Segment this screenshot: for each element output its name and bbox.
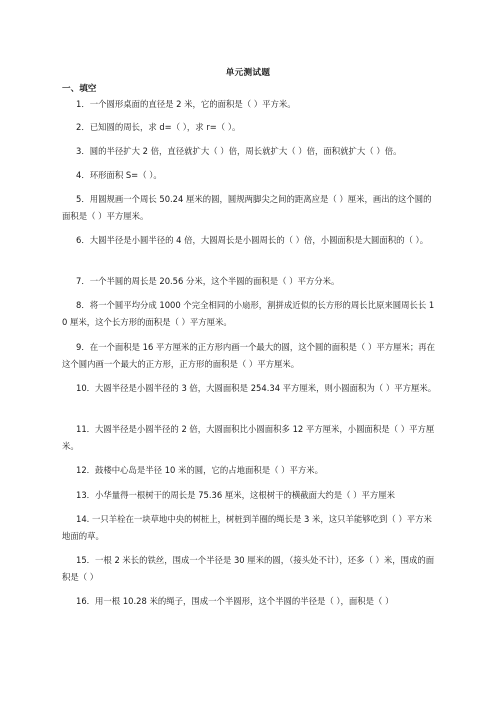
question-14: 14. 一只羊栓在一块草地中央的树桩上，树桩到羊圈的绳长是 3 米，这只羊能够吃到（ ）平方米地面的草。 [62, 514, 432, 541]
page-title: 单元测试题 [225, 68, 271, 78]
question-5: 5．用圆规画一个周长 50.24 厘米的圆，圆规两脚尖之间的距离应是（ ）厘米，画出的这个圆的面积是（ ）平方厘米。 [62, 194, 432, 221]
question-6: 6．大圆半径是小圆半径的 4 倍，大圆周长是小圆周长的（ ）倍，小圆面积是大圆面积的（ ）。 [76, 235, 429, 245]
question-11: 11．大圆半径是小圆半径的 2 倍，大圆面积比小圆面积多 12 平方厘米，小圆面积是（ ）平方厘米。 [62, 424, 435, 451]
question-4: 4．环形面积 S=（ ）。 [76, 170, 162, 180]
question-13: 13．小华量得一根树干的周长是 75.36 厘米，这根树干的横截面大约是（ ）平方厘米 [76, 490, 395, 500]
question-16: 16．用一根 10.28 米的绳子，围成一个半圆形，这个半圆的半径是（ ），面积是（ ） [76, 596, 394, 606]
question-10: 10．大圆半径是小圆半径的 3 倍，大圆面积是 254.34 平方厘米，则小圆面积为（ ）平方厘米。 [76, 383, 437, 393]
section-heading: 一、填空 [62, 84, 97, 94]
question-9: 9．在一个面积是 16 平方厘米的正方形内画一个最大的圆，这个圆的面积是（ ）平方厘米；再在这个圆内画一个最大的正方形，正方形的面积是（ ）平方厘米。 [62, 342, 435, 369]
question-12: 12．鼓楼中心岛是半径 10 米的圆，它的占地面积是（ ）平方米。 [76, 465, 324, 475]
question-1: 1．一个圆形桌面的直径是 2 米，它的面积是（ ）平方米。 [76, 99, 296, 109]
question-7: 7．一个半圆的周长是 20.56 分米，这个半圆的面积是（ ）平方分米。 [76, 276, 340, 286]
question-15: 15．一根 2 米长的铁丝，围成一个半径是 30 厘米的圆，（接头处不计），还多（ ）米，围成的面积是（ ） [62, 555, 435, 582]
question-2: 2．已知圆的周长，求 d=（ ），求 r=（ ）。 [76, 122, 241, 132]
question-8: 8．将一个圆平均分成 1000 个完全相同的小扇形，割拼成近似的长方形的周长比原来圆周长长 10 厘米，这个长方形的面积是（ ）平方厘米。 [62, 300, 435, 327]
question-3: 3．圆的半径扩大 2 倍，直径就扩大（ ）倍，周长就扩大（ ）倍，面积就扩大（ ）倍。 [76, 146, 402, 156]
